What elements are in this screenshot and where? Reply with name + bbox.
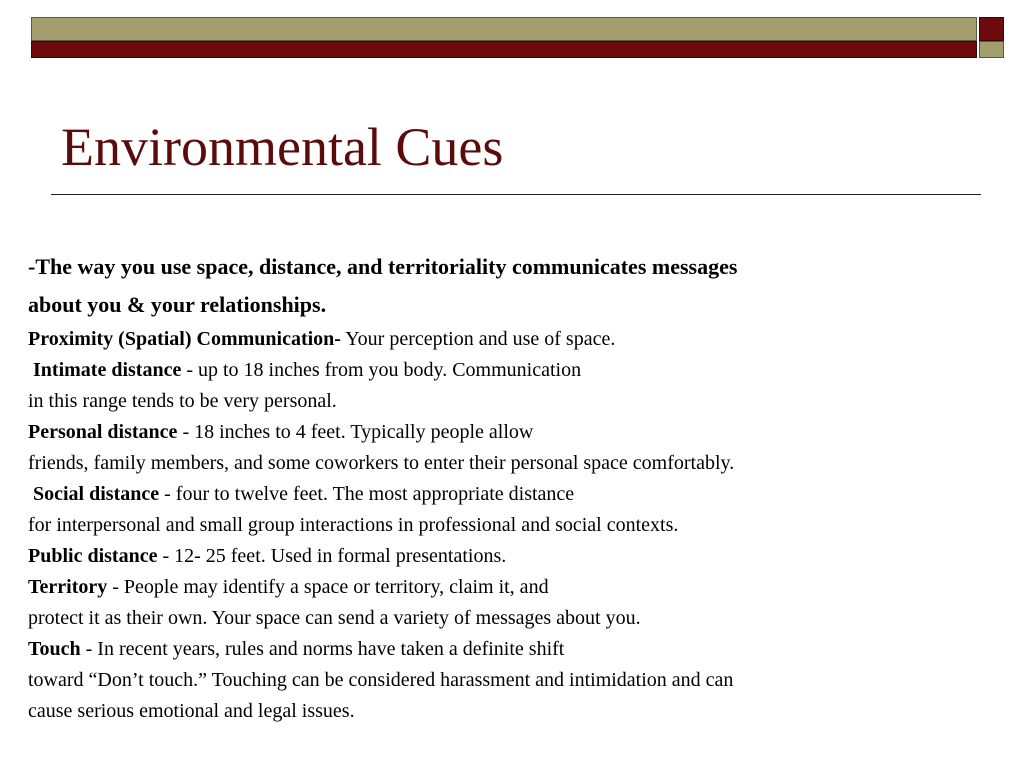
intimate-desc-1: - up to 18 inches from you body. Communication — [181, 359, 582, 381]
social-line-1 — [28, 479, 988, 510]
personal-term: Personal distance — [28, 421, 178, 443]
header-maroon-square — [979, 17, 1004, 41]
social-desc-1: - four to twelve feet. The most appropriate distance — [159, 483, 575, 505]
definitions-list — [28, 324, 988, 727]
header-maroon-bar — [31, 41, 977, 58]
intimate-line-2: in this range tends to be very personal. — [28, 390, 337, 412]
territory-term: Territory — [28, 576, 108, 598]
territory-line-1 — [28, 572, 988, 603]
territory-line-2: protect it as their own. Your space can send a variety of messages about you. — [28, 607, 641, 629]
personal-line-1 — [28, 417, 988, 448]
social-line-2: for interpersonal and small group interactions in professional and social contexts. — [28, 514, 679, 536]
intro-line-1: -The way you use space, distance, and territoriality communicates messages — [28, 254, 738, 279]
slide-body — [28, 248, 988, 727]
touch-line-1 — [28, 634, 988, 665]
title-divider — [51, 194, 981, 195]
intro-statement — [28, 248, 988, 324]
touch-line-3: cause serious emotional and legal issues. — [28, 700, 355, 722]
intimate-line-1 — [28, 355, 988, 386]
public-term: Public distance — [28, 545, 158, 567]
social-term: Social distance — [33, 483, 160, 505]
public-desc: - 12- 25 feet. Used in formal presentations. — [157, 545, 507, 567]
touch-term: Touch — [28, 638, 81, 660]
public-line — [28, 541, 988, 572]
slide-title: Environmental Cues — [61, 117, 504, 177]
intimate-term: Intimate distance — [33, 359, 182, 381]
header-olive-square — [979, 41, 1004, 58]
header-olive-bar — [31, 17, 977, 41]
proximity-desc: Your perception and use of space. — [340, 328, 616, 350]
territory-desc-1: - People may identify a space or territory, claim it, and — [107, 576, 549, 598]
personal-line-2: friends, family members, and some coworkers to enter their personal space comfortably. — [28, 452, 735, 474]
intro-line-2: about you & your relationships. — [28, 292, 327, 317]
touch-line-2: toward “Don’t touch.” Touching can be considered harassment and intimidation and can — [28, 669, 734, 691]
proximity-line — [28, 324, 988, 355]
touch-desc-1: - In recent years, rules and norms have taken a definite shift — [80, 638, 565, 660]
proximity-term: Proximity (Spatial) Communication- — [28, 328, 341, 350]
personal-desc-1: - 18 inches to 4 feet. Typically people allow — [177, 421, 534, 443]
